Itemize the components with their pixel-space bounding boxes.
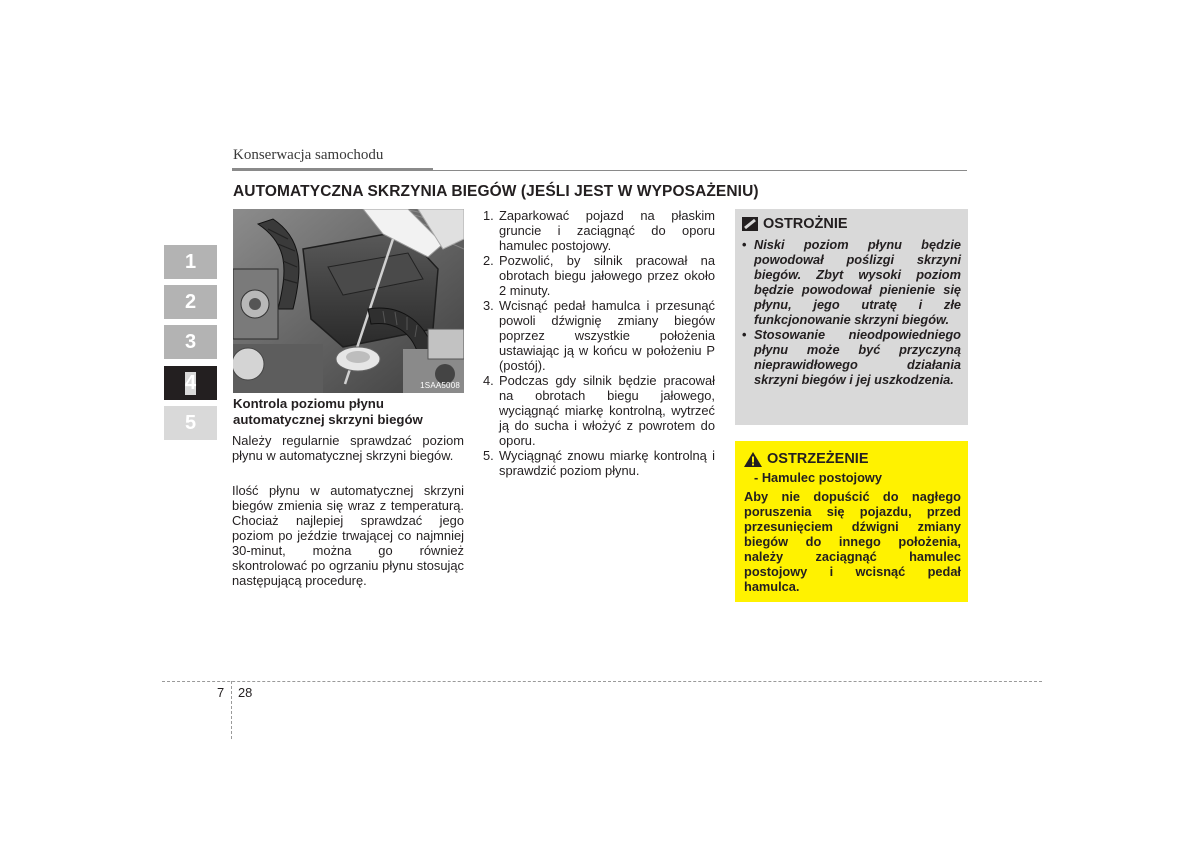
- chapter-tab-8[interactable]: [164, 527, 217, 561]
- chapter-tab-2[interactable]: [164, 285, 217, 319]
- section-subheading: Kontrola poziomu płynu automatycznej skrzyni biegów: [233, 396, 423, 427]
- caution-list: [742, 237, 961, 387]
- paragraph: Ilość płynu w automatycznej skrzyni biegów zmienia się wraz z temperaturą. Chociaż najlepiej sprawdzać jego poziom po jeździe trwającej co najmniej 30-minut, można go również skontrolować po ogrzaniu płynu stosując następującą procedurę.: [232, 483, 464, 588]
- chapter-tab-9[interactable]: [164, 567, 217, 601]
- warning-title: [744, 450, 961, 468]
- step-text: Pozwolić, by silnik pracował na obrotach biegu jałowego przez około 2 minuty.: [499, 253, 715, 298]
- bullet: •: [742, 327, 747, 342]
- engine-bay-photo: [233, 209, 464, 393]
- step-number: 4.: [483, 373, 494, 388]
- chapter-tab-4[interactable]: [164, 366, 217, 400]
- warning-box: [735, 441, 968, 602]
- caution-item: [742, 327, 961, 387]
- procedure-step: [483, 298, 715, 373]
- warning-body: Aby nie dopuścić do nagłego poruszenia się pojazdu, przed przesunięciem dźwigni zmiany biegów do innego położenia, należy zaciągnąć hamulec postojowy i wcisnąć pedał hamulca.: [744, 489, 961, 594]
- procedure-step: [483, 448, 715, 478]
- step-text: Wcisnąć pedał hamulca i przesunąć powoli dźwignię zmiany biegów poprzez wszystkie położenia ustawiając ją w końcu w położeniu P (postój).: [499, 298, 715, 373]
- footer-chapter-number: 7: [217, 685, 225, 700]
- footer-page-number: 28: [238, 685, 253, 700]
- caution-title: [742, 215, 961, 233]
- chapter-tab-3[interactable]: [164, 325, 217, 359]
- header-rule: [232, 170, 967, 171]
- chapter-tab-5[interactable]: [164, 406, 217, 440]
- caution-item-text: Stosowanie nieodpowiedniego płynu może być przyczyną nieprawidłowego działania skrzyni biegów i jej uszkodzenia.: [754, 327, 961, 387]
- chapter-tab-label: 7: [184, 492, 197, 515]
- step-text: Podczas gdy silnik będzie pracował na obrotach biegu jałowego, wyciągnąć miarkę kontrolną, wytrzeć ją do sucha i włożyć z powrotem do oporu.: [499, 373, 715, 448]
- procedure-step: [483, 373, 715, 448]
- step-text: Wyciągnąć znowu miarkę kontrolną i sprawdzić poziom płynu.: [499, 448, 715, 478]
- step-number: 5.: [483, 448, 494, 463]
- step-number: 2.: [483, 253, 494, 268]
- procedure-step: [483, 208, 715, 253]
- section-title: Konserwacja samochodu: [233, 147, 384, 163]
- chapter-tab-label: 5: [184, 411, 197, 434]
- chapter-tab-label: 9: [184, 572, 197, 595]
- footer-divider: [231, 681, 232, 739]
- step-number: 3.: [483, 298, 494, 313]
- caution-item: [742, 237, 961, 327]
- chapter-tab-label: 4: [184, 371, 197, 394]
- footer-rule: [162, 681, 1042, 682]
- caution-title-label: OSTROŻNIE: [763, 216, 848, 232]
- caution-item-text: Niski poziom płynu będzie powodował poślizgi skrzyni biegów. Zbyt wysoki poziom będzie powodował pienienie się płynu, jego utratę i złe funkcjonowanie skrzyni biegów.: [754, 237, 961, 327]
- chapter-tab-label: 3: [184, 330, 197, 353]
- warning-subtitle: - Hamulec postojowy: [754, 470, 882, 485]
- chapter-tab-7[interactable]: [164, 487, 217, 521]
- warning-title-label: OSTRZEŻENIE: [767, 451, 869, 467]
- caution-slash-icon: [742, 217, 758, 231]
- chapter-tab-label: 8: [184, 532, 197, 555]
- step-number: 1.: [483, 208, 494, 223]
- step-text: Zaparkować pojazd na płaskim gruncie i zaciągnąć do oporu hamulec postojowy.: [499, 208, 715, 253]
- procedure-steps: [483, 208, 715, 478]
- warning-triangle-icon: [744, 452, 762, 467]
- procedure-step: [483, 253, 715, 298]
- chapter-tab-6[interactable]: [164, 446, 217, 480]
- photo-code: 1SAA5008: [420, 381, 460, 390]
- engine-bay-illustration: [233, 209, 464, 393]
- page-title: AUTOMATYCZNA SKRZYNIA BIEGÓW (JEŚLI JEST W WYPOSAŻENIU): [233, 183, 759, 200]
- bullet: •: [742, 237, 747, 252]
- paragraph: Należy regularnie sprawdzać poziom płynu w automatycznej skrzyni biegów.: [232, 433, 464, 463]
- chapter-tab-1[interactable]: [164, 245, 217, 279]
- chapter-tab-label: 1: [184, 250, 197, 273]
- caution-box: [735, 209, 968, 425]
- chapter-tab-label: 2: [184, 290, 197, 313]
- chapter-tab-label: 6: [184, 451, 197, 474]
